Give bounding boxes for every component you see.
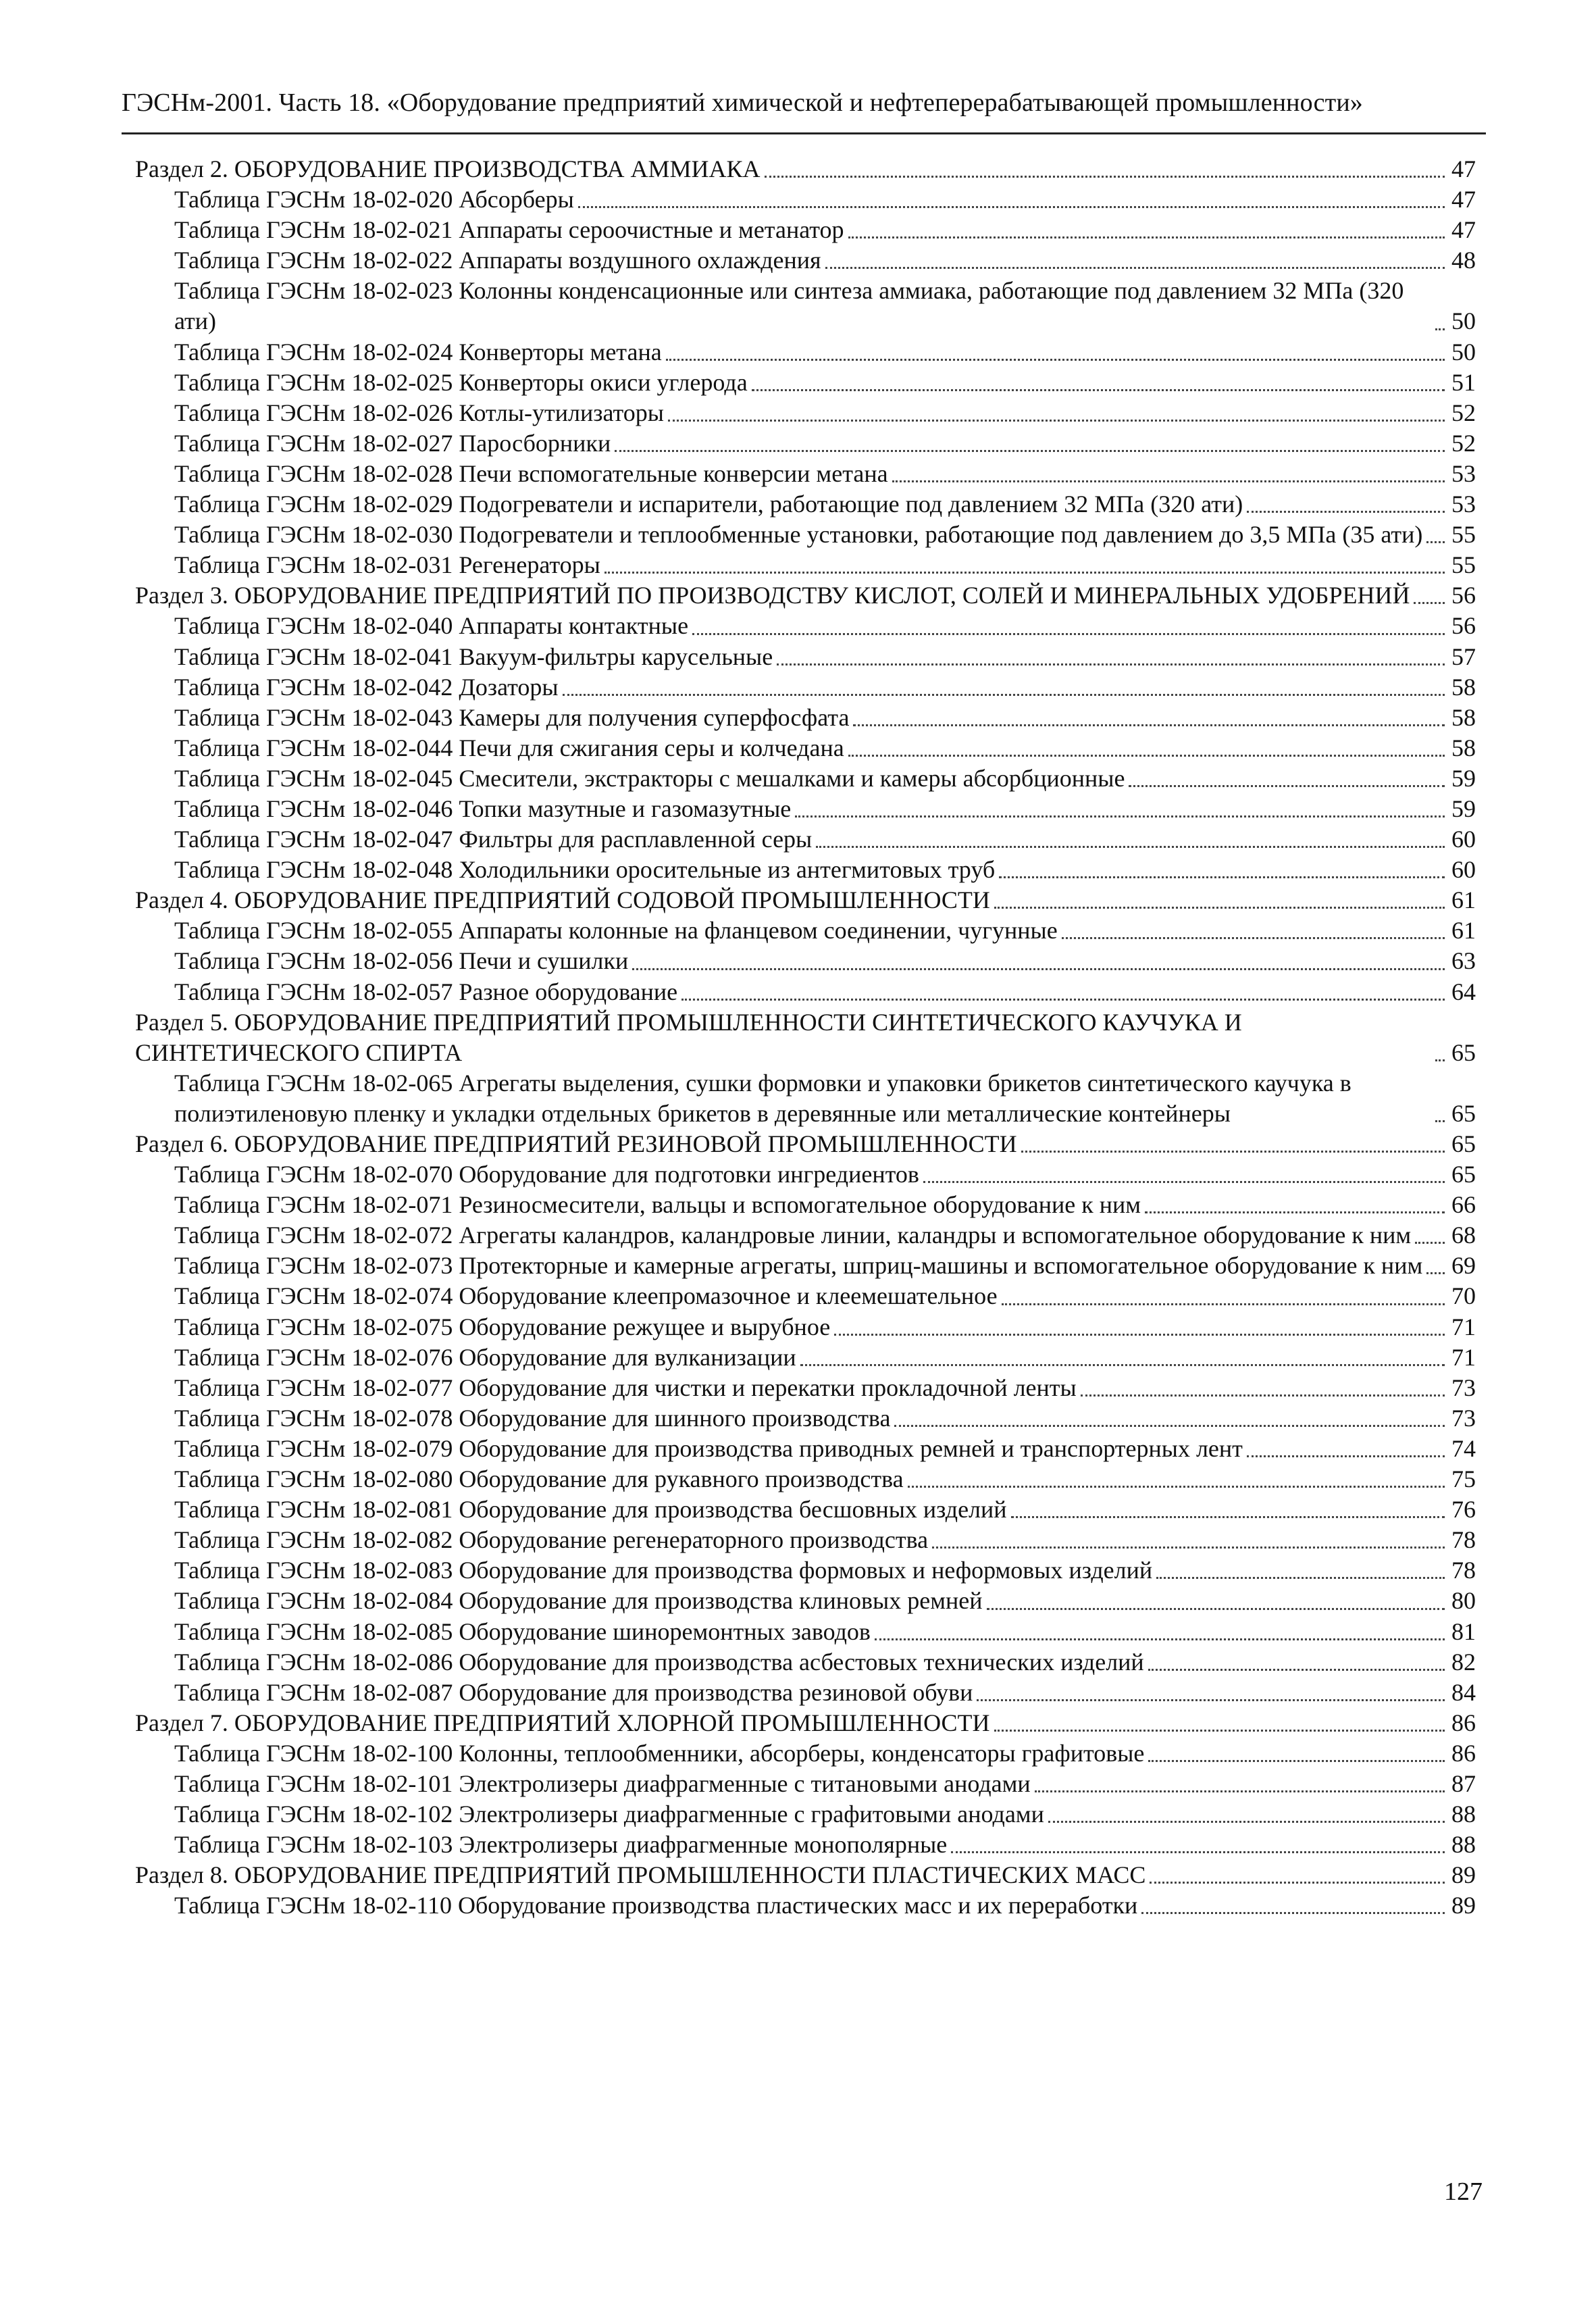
dot-leader <box>1148 1669 1445 1671</box>
dot-leader <box>1247 511 1445 513</box>
toc-entry-title: Таблица ГЭСНм 18-02-071 Резиносмесители, вальцы и вспомогательное оборудование к ним <box>174 1191 1141 1219</box>
dot-leader <box>848 755 1445 757</box>
toc-entry-title: Таблица ГЭСНм 18-02-042 Дозаторы <box>174 673 559 701</box>
toc-entry-page: 47 <box>1451 155 1476 182</box>
dot-leader <box>578 206 1445 208</box>
toc-entry-title: Таблица ГЭСНм 18-02-031 Регенераторы <box>174 551 600 579</box>
toc-entry-title: Таблица ГЭСНм 18-02-110 Оборудование производства пластических масс и их переработки <box>174 1892 1138 1919</box>
dot-leader <box>834 1334 1445 1336</box>
toc-entry-title: Таблица ГЭСНм 18-02-040 Аппараты контактные <box>174 612 689 640</box>
toc-table-entry[interactable] <box>135 855 1476 885</box>
toc-entry-title: Таблица ГЭСНм 18-02-100 Колонны, теплообменники, абсорберы, конденсаторы графитовые <box>174 1739 1145 1767</box>
toc-entry-title: Таблица ГЭСНм 18-02-079 Оборудование для производства приводных ремней и транспортерных лент <box>174 1434 1243 1462</box>
dot-leader <box>1141 1912 1445 1914</box>
toc-entry-page: 65 <box>1451 1099 1476 1127</box>
toc-table-entry[interactable] <box>135 1251 1476 1281</box>
toc-entry-page: 71 <box>1451 1343 1476 1371</box>
toc-table-entry[interactable] <box>135 276 1476 336</box>
toc-entry-page: 86 <box>1451 1739 1476 1767</box>
toc-entry-title: Таблица ГЭСНм 18-02-056 Печи и сушилки <box>174 947 629 975</box>
dot-leader <box>795 815 1445 818</box>
toc-entry-page: 65 <box>1451 1038 1476 1066</box>
toc-entry-title: Таблица ГЭСНм 18-02-046 Топки мазутные и газомазутные <box>174 795 792 822</box>
toc-table-entry[interactable] <box>135 1647 1476 1678</box>
toc-entry-title: Таблица ГЭСНм 18-02-077 Оборудование для чистки и перекатки прокладочной ленты <box>174 1374 1077 1401</box>
toc-table-entry[interactable] <box>135 611 1476 641</box>
toc-entry-title: Раздел 7. ОБОРУДОВАНИЕ ПРЕДПРИЯТИЙ ХЛОРНОЙ ПРОМЫШЛЕННОСТИ <box>135 1709 990 1736</box>
toc-table-entry[interactable] <box>135 1494 1476 1525</box>
toc-entry-page: 71 <box>1451 1313 1476 1340</box>
toc-table-entry[interactable] <box>135 1830 1476 1860</box>
toc-section-entry[interactable] <box>135 885 1476 915</box>
dot-leader <box>951 1851 1445 1853</box>
toc-table-entry[interactable] <box>135 642 1476 672</box>
toc-entry-page: 55 <box>1451 551 1476 579</box>
toc-table-entry[interactable] <box>135 1068 1476 1129</box>
dot-leader <box>666 359 1445 361</box>
toc-section-entry[interactable] <box>135 154 1476 184</box>
dot-leader <box>1414 602 1445 604</box>
dot-leader <box>932 1546 1445 1549</box>
toc-table-entry[interactable] <box>135 1403 1476 1434</box>
toc-table-entry[interactable] <box>135 703 1476 733</box>
toc-table-entry[interactable] <box>135 215 1476 245</box>
toc-entry-title: Таблица ГЭСНм 18-02-076 Оборудование для вулканизации <box>174 1343 796 1371</box>
dot-leader <box>994 1730 1445 1732</box>
toc-table-entry[interactable] <box>135 1159 1476 1190</box>
toc-entry-title: Таблица ГЭСНм 18-02-080 Оборудование для рукавного производства <box>174 1465 904 1493</box>
toc-entry-page: 88 <box>1451 1831 1476 1859</box>
toc-section-entry[interactable] <box>135 1708 1476 1738</box>
dot-leader <box>1011 1516 1445 1518</box>
toc-table-entry[interactable] <box>135 915 1476 946</box>
toc-table-entry[interactable] <box>135 1281 1476 1311</box>
toc-entry-page: 68 <box>1451 1222 1476 1249</box>
toc-entry-page: 82 <box>1451 1648 1476 1676</box>
dot-leader <box>1002 1303 1445 1305</box>
dot-leader <box>1129 785 1445 787</box>
dot-leader <box>1435 1059 1445 1061</box>
toc-table-entry[interactable] <box>135 1769 1476 1799</box>
toc-entry-page: 52 <box>1451 399 1476 426</box>
toc-table-entry[interactable] <box>135 1799 1476 1830</box>
dot-leader <box>1148 1760 1445 1762</box>
toc-entry-title: Раздел 5. ОБОРУДОВАНИЕ ПРЕДПРИЯТИЙ ПРОМЫШЛЕННОСТИ СИНТЕТИЧЕСКОГО КАУЧУКА И СИНТЕТИЧЕСКОГО СПИРТА <box>135 1008 1242 1066</box>
dot-leader <box>1426 541 1445 543</box>
toc-table-entry[interactable] <box>135 398 1476 428</box>
toc-table-entry[interactable] <box>135 1678 1476 1708</box>
toc-entry-title: Таблица ГЭСНм 18-02-070 Оборудование для подготовки ингредиентов <box>174 1161 919 1188</box>
toc-entry-page: 61 <box>1451 917 1476 945</box>
toc-entry-title: Раздел 2. ОБОРУДОВАНИЕ ПРОИЗВОДСТВА АММИАКА <box>135 155 761 182</box>
toc-entry-page: 53 <box>1451 459 1476 487</box>
dot-leader <box>816 846 1445 848</box>
toc-entry-title: Раздел 3. ОБОРУДОВАНИЕ ПРЕДПРИЯТИЙ ПО ПРОИЗВОДСТВУ КИСЛОТ, СОЛЕЙ И МИНЕРАЛЬНЫХ УДОБРЕНИЙ <box>135 582 1410 609</box>
toc-table-entry[interactable] <box>135 368 1476 398</box>
toc-entry-title: Таблица ГЭСНм 18-02-043 Камеры для получения суперфосфата <box>174 703 850 731</box>
toc-table-entry[interactable] <box>135 245 1476 276</box>
dot-leader <box>1035 1790 1445 1792</box>
toc-entry-title: Таблица ГЭСНм 18-02-029 Подогреватели и испарители, работающие под давлением 32 МПа (320 ати) <box>174 491 1243 518</box>
toc-entry-title: Таблица ГЭСНм 18-02-075 Оборудование режущее и вырубное <box>174 1313 831 1340</box>
dot-leader <box>908 1486 1445 1488</box>
dot-leader <box>752 389 1445 391</box>
dot-leader <box>632 968 1445 970</box>
toc-entry-title: Таблица ГЭСНм 18-02-041 Вакуум-фильтры карусельные <box>174 643 773 670</box>
dot-leader <box>692 633 1445 635</box>
page-header: ГЭСНм-2001. Часть 18. «Оборудование предприятий химической и нефтеперерабатывающей промышленности» <box>122 89 1363 117</box>
dot-leader <box>1145 1211 1445 1213</box>
dot-leader <box>1247 1455 1445 1457</box>
toc-entry-title: Таблица ГЭСНм 18-02-057 Разное оборудование <box>174 978 678 1005</box>
toc-entry-page: 80 <box>1451 1587 1476 1615</box>
toc-table-entry[interactable] <box>135 1890 1476 1921</box>
dot-leader <box>1048 1821 1445 1823</box>
toc-entry-page: 66 <box>1451 1191 1476 1219</box>
toc-entry-page: 74 <box>1451 1434 1476 1462</box>
toc-table-entry[interactable] <box>135 1586 1476 1616</box>
toc-entry-page: 76 <box>1451 1496 1476 1524</box>
toc-entry-title: Таблица ГЭСНм 18-02-044 Печи для сжигания серы и колчедана <box>174 734 844 761</box>
toc-table-entry[interactable] <box>135 428 1476 459</box>
toc-table-entry[interactable] <box>135 1342 1476 1373</box>
toc-entry-page: 53 <box>1451 491 1476 518</box>
toc-table-entry[interactable] <box>135 1464 1476 1494</box>
dot-leader <box>765 176 1445 178</box>
toc-entry-page: 58 <box>1451 673 1476 701</box>
toc-table-entry[interactable] <box>135 1190 1476 1220</box>
toc-table-entry[interactable] <box>135 794 1476 824</box>
toc-table-entry[interactable] <box>135 1525 1476 1555</box>
toc-entry-page: 60 <box>1451 826 1476 853</box>
toc-entry-page: 59 <box>1451 795 1476 822</box>
dot-leader <box>987 1608 1445 1610</box>
toc-entry-page: 73 <box>1451 1374 1476 1401</box>
toc-entry-page: 63 <box>1451 947 1476 975</box>
toc-entry-title: Таблица ГЭСНм 18-02-047 Фильтры для расплавленной серы <box>174 826 813 853</box>
toc-section-entry[interactable] <box>135 1007 1476 1068</box>
toc-entry-page: 55 <box>1451 521 1476 549</box>
dot-leader <box>615 450 1445 452</box>
dot-leader <box>894 1425 1445 1427</box>
dot-leader <box>825 267 1445 269</box>
toc-entry-page: 56 <box>1451 612 1476 640</box>
toc-table-entry[interactable] <box>135 489 1476 520</box>
dot-leader <box>977 1699 1445 1701</box>
toc-entry-page: 50 <box>1451 307 1476 335</box>
toc-entry-title: Раздел 4. ОБОРУДОВАНИЕ ПРЕДПРИЯТИЙ СОДОВОЙ ПРОМЫШЛЕННОСТИ <box>135 886 990 914</box>
dot-leader <box>563 694 1445 696</box>
toc-entry-page: 89 <box>1451 1861 1476 1889</box>
toc-table-entry[interactable] <box>135 733 1476 763</box>
toc-table-entry[interactable] <box>135 1738 1476 1769</box>
toc-entry-title: Таблица ГЭСНм 18-02-072 Агрегаты каландров, каландровые линии, каландры и вспомогательное оборудование к ним <box>174 1222 1412 1249</box>
toc-entry-title: Таблица ГЭСНм 18-02-027 Паросборники <box>174 429 611 457</box>
dot-leader <box>1021 1151 1445 1153</box>
toc-entry-page: 81 <box>1451 1617 1476 1645</box>
toc-entry-page: 59 <box>1451 764 1476 792</box>
toc-table-entry[interactable] <box>135 184 1476 215</box>
toc-table-entry[interactable] <box>135 824 1476 855</box>
toc-entry-page: 70 <box>1451 1282 1476 1310</box>
toc-entry-title: Таблица ГЭСНм 18-02-083 Оборудование для производства формовых и неформовых изделий <box>174 1557 1153 1584</box>
toc-entry-title: Таблица ГЭСНм 18-02-024 Конверторы метана <box>174 338 662 366</box>
toc-entry-page: 78 <box>1451 1557 1476 1584</box>
toc-entry-title: Раздел 8. ОБОРУДОВАНИЕ ПРЕДПРИЯТИЙ ПРОМЫШЛЕННОСТИ ПЛАСТИЧЕСКИХ МАСС <box>135 1861 1146 1889</box>
toc-entry-title: Таблица ГЭСНм 18-02-055 Аппараты колонные на фланцевом соединении, чугунные <box>174 917 1058 945</box>
toc-entry-page: 60 <box>1451 856 1476 884</box>
dot-leader <box>1081 1394 1445 1397</box>
toc-entry-page: 75 <box>1451 1465 1476 1493</box>
dot-leader <box>999 876 1445 878</box>
page-number: 127 <box>1444 2178 1483 2206</box>
dot-leader <box>848 236 1445 238</box>
toc-table-entry[interactable] <box>135 977 1476 1007</box>
toc-table-entry[interactable] <box>135 672 1476 703</box>
toc-entry-page: 64 <box>1451 978 1476 1005</box>
toc-entry-title: Таблица ГЭСНм 18-02-030 Подогреватели и теплообменные установки, работающие под давлением до 3,5 МПа (35 ати) <box>174 521 1423 549</box>
toc-entry-page: 52 <box>1451 429 1476 457</box>
toc-table-entry[interactable] <box>135 1434 1476 1464</box>
dot-leader <box>923 1181 1445 1183</box>
toc-entry-title: Таблица ГЭСНм 18-02-084 Оборудование для производства клиновых ремней <box>174 1587 983 1615</box>
dot-leader <box>604 572 1445 574</box>
dot-leader <box>1415 1242 1445 1244</box>
toc-entry-title: Таблица ГЭСНм 18-02-065 Агрегаты выделения, сушки формовки и упаковки брикетов синтетического каучука в полиэтиленовую пленку и укладки отдельных брикетов в деревянные или металлические контейнеры <box>174 1069 1352 1127</box>
toc-entry-page: 51 <box>1451 368 1476 396</box>
toc-entry-title: Таблица ГЭСНм 18-02-102 Электролизеры диафрагменные с графитовыми анодами <box>174 1801 1044 1828</box>
dot-leader <box>1150 1882 1445 1884</box>
dot-leader <box>1062 937 1445 939</box>
toc-entry-page: 69 <box>1451 1252 1476 1280</box>
toc-entry-title: Таблица ГЭСНм 18-02-023 Колонны конденсационные или синтеза аммиака, работающие под давлением 32 МПа (320 ати) <box>174 277 1404 335</box>
toc-entry-title: Таблица ГЭСНм 18-02-087 Оборудование для производства резиновой обуви <box>174 1678 973 1706</box>
toc-entry-title: Таблица ГЭСНм 18-02-045 Смесители, экстракторы с мешалками и камеры абсорбционные <box>174 764 1125 792</box>
toc-entry-page: 65 <box>1451 1161 1476 1188</box>
toc-table-entry[interactable] <box>135 1220 1476 1251</box>
dot-leader <box>777 663 1445 665</box>
dot-leader <box>994 907 1445 909</box>
toc-entry-page: 57 <box>1451 643 1476 670</box>
toc-entry-title: Таблица ГЭСНм 18-02-085 Оборудование шиноремонтных заводов <box>174 1617 871 1645</box>
toc-entry-page: 87 <box>1451 1769 1476 1797</box>
toc-entry-page: 61 <box>1451 886 1476 914</box>
toc-entry-page: 47 <box>1451 186 1476 213</box>
table-of-contents <box>135 154 1476 1921</box>
toc-entry-title: Таблица ГЭСНм 18-02-028 Печи вспомогательные конверсии метана <box>174 459 888 487</box>
toc-entry-title: Раздел 6. ОБОРУДОВАНИЕ ПРЕДПРИЯТИЙ РЕЗИНОВОЙ ПРОМЫШЛЕННОСТИ <box>135 1130 1017 1157</box>
toc-entry-title: Таблица ГЭСНм 18-02-022 Аппараты воздушного охлаждения <box>174 247 821 274</box>
toc-entry-title: Таблица ГЭСНм 18-02-081 Оборудование для производства бесшовных изделий <box>174 1496 1007 1524</box>
dot-leader <box>668 420 1445 422</box>
toc-entry-page: 73 <box>1451 1404 1476 1432</box>
toc-entry-title: Таблица ГЭСНм 18-02-082 Оборудование регенераторного производства <box>174 1526 929 1554</box>
toc-table-entry[interactable] <box>135 1312 1476 1342</box>
toc-entry-page: 58 <box>1451 703 1476 731</box>
dot-leader <box>875 1638 1445 1640</box>
toc-table-entry[interactable] <box>135 520 1476 550</box>
toc-entry-title: Таблица ГЭСНм 18-02-025 Конверторы окиси углерода <box>174 368 748 396</box>
toc-entry-title: Таблица ГЭСНм 18-02-078 Оборудование для шинного производства <box>174 1404 891 1432</box>
dot-leader <box>681 999 1445 1001</box>
toc-entry-page: 58 <box>1451 734 1476 761</box>
dot-leader <box>1435 328 1445 330</box>
toc-entry-page: 56 <box>1451 582 1476 609</box>
toc-entry-page: 65 <box>1451 1130 1476 1157</box>
toc-entry-page: 89 <box>1451 1892 1476 1919</box>
toc-table-entry[interactable] <box>135 1617 1476 1647</box>
toc-entry-page: 78 <box>1451 1526 1476 1554</box>
dot-leader <box>892 480 1445 482</box>
toc-entry-title: Таблица ГЭСНм 18-02-026 Котлы-утилизаторы <box>174 399 664 426</box>
toc-entry-title: Таблица ГЭСНм 18-02-048 Холодильники оросительные из антегмитовых труб <box>174 856 996 884</box>
toc-table-entry[interactable] <box>135 763 1476 794</box>
dot-leader <box>800 1364 1445 1366</box>
toc-section-entry[interactable] <box>135 1860 1476 1890</box>
toc-entry-title: Таблица ГЭСНм 18-02-086 Оборудование для производства асбестовых технических изделий <box>174 1648 1144 1676</box>
toc-entry-page: 47 <box>1451 216 1476 244</box>
toc-table-entry[interactable] <box>135 946 1476 976</box>
toc-entry-page: 50 <box>1451 338 1476 366</box>
toc-entry-page: 86 <box>1451 1709 1476 1736</box>
toc-table-entry[interactable] <box>135 337 1476 368</box>
toc-table-entry[interactable] <box>135 550 1476 580</box>
toc-entry-title: Таблица ГЭСНм 18-02-103 Электролизеры диафрагменные монополярные <box>174 1831 948 1859</box>
toc-section-entry[interactable] <box>135 1129 1476 1159</box>
toc-entry-title: Таблица ГЭСНм 18-02-073 Протекторные и камерные агрегаты, шприц-машины и вспомогательное оборудование к ним <box>174 1252 1423 1280</box>
toc-table-entry[interactable] <box>135 459 1476 489</box>
dot-leader <box>853 724 1445 726</box>
toc-section-entry[interactable] <box>135 580 1476 611</box>
dot-leader <box>1426 1272 1445 1274</box>
toc-entry-title: Таблица ГЭСНм 18-02-021 Аппараты сероочистные и метанатор <box>174 216 844 244</box>
toc-table-entry[interactable] <box>135 1373 1476 1403</box>
dot-leader <box>1156 1577 1445 1579</box>
toc-table-entry[interactable] <box>135 1555 1476 1586</box>
toc-entry-page: 84 <box>1451 1678 1476 1706</box>
header-divider <box>122 132 1486 134</box>
toc-entry-title: Таблица ГЭСНм 18-02-074 Оборудование клеепромазочное и клеемешательное <box>174 1282 998 1310</box>
toc-entry-title: Таблица ГЭСНм 18-02-101 Электролизеры диафрагменные с титановыми анодами <box>174 1769 1031 1797</box>
toc-entry-title: Таблица ГЭСНм 18-02-020 Абсорберы <box>174 186 574 213</box>
toc-entry-page: 48 <box>1451 247 1476 274</box>
toc-entry-page: 88 <box>1451 1801 1476 1828</box>
dot-leader <box>1435 1120 1445 1122</box>
